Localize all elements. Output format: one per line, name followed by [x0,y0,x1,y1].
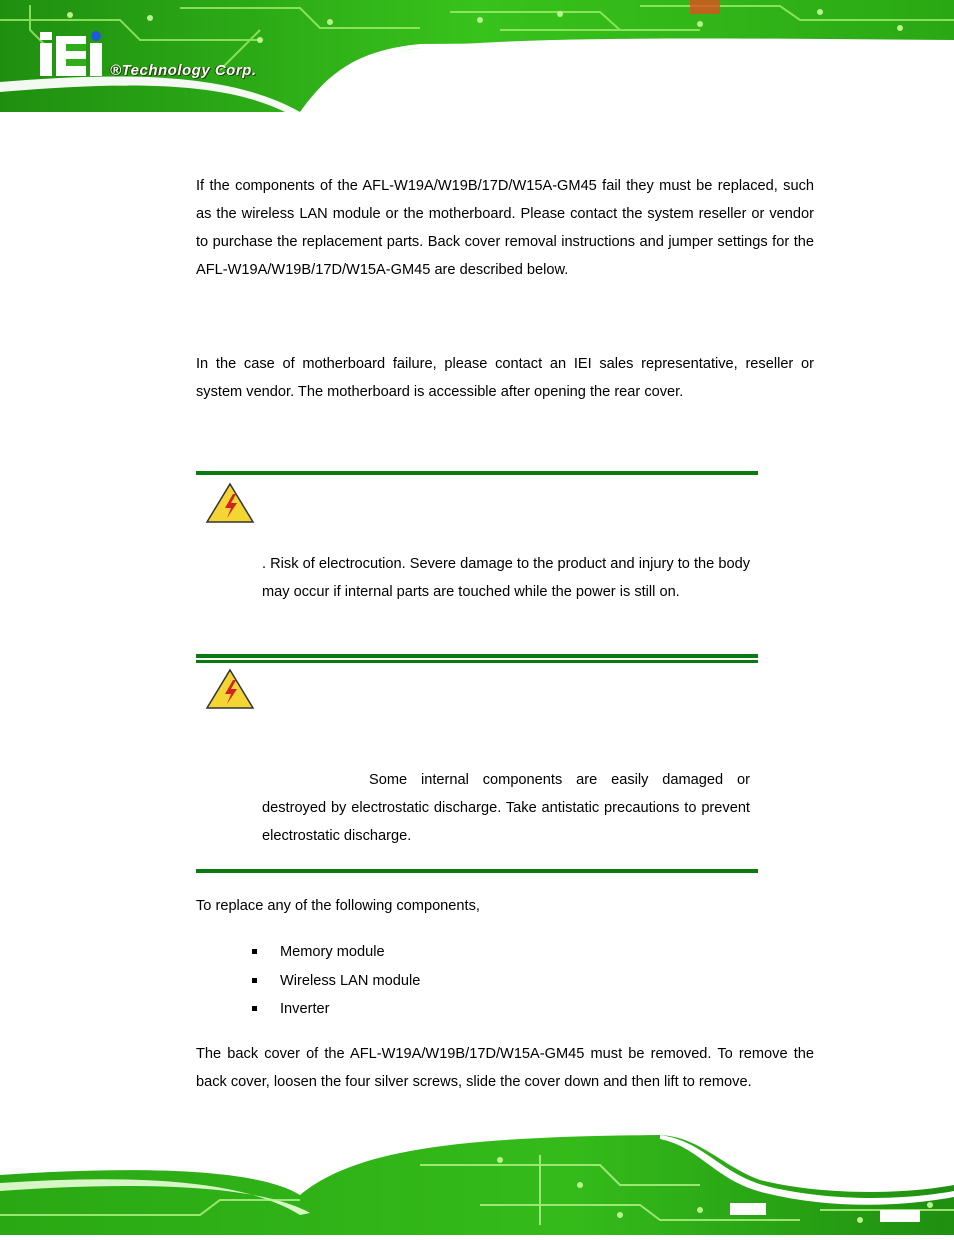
list-item-label: Memory module [280,944,385,960]
footer-banner [0,1125,954,1235]
circuit-board-footer-graphic [0,1125,954,1235]
header-banner [0,0,954,112]
motherboard-text: In the case of motherboard failure, please contact an IEI sales representative, reseller or system vendor. The motherboard is accessible after opening the rear cover. [196,356,814,400]
warning-top-rule [196,471,758,475]
warning-2-text: Some internal components are easily damaged or destroyed by electrostatic discharge. Take antistatic precautions to prevent electrostatic discharge. [262,772,750,844]
warning-lightning-icon [205,668,255,710]
list-item-label: Wireless LAN module [280,972,421,989]
intro-paragraph [196,172,814,284]
list-item [252,938,420,967]
warning-lightning-icon [205,482,255,524]
motherboard-paragraph [196,350,814,406]
list-item [252,967,420,996]
list-item [252,995,420,1024]
component-list [252,938,420,1024]
iei-logo-mark [38,28,110,78]
bullet-square-icon [252,949,257,954]
warning-bottom-rule [196,869,758,873]
warning-1-text: . Risk of electrocution. Severe damage to the product and injury to the body may occur if internal parts are touched while the power is still on. [262,556,750,600]
back-cover-paragraph [196,1040,814,1096]
list-item-label: Inverter [280,1001,330,1017]
bullet-square-icon [252,978,257,983]
circuit-board-header-graphic [0,0,954,112]
replace-intro: To replace any of the following components, [196,898,480,914]
iei-logo [38,28,110,83]
bullet-square-icon [252,1006,257,1011]
warning-separator-rule [196,654,758,663]
intro-text: If the components of the AFL-W19A/W19B/17D/W15A-GM45 fail they must be replaced, such as the wireless LAN module or the motherboard. Please contact the system reseller or vendor to purchase the replacement parts. Back cover removal instructions and jumper settings for the AFL-W19A/W19B/17D/W15A-GM45 are described below. [196,178,814,278]
company-name: ®Technology Corp. [110,62,257,79]
back-cover-text: The back cover of the AFL-W19A/W19B/17D/W15A-GM45 must be removed. To remove the back cover, loosen the four silver screws, slide the cover down and then lift to remove. [196,1046,814,1090]
